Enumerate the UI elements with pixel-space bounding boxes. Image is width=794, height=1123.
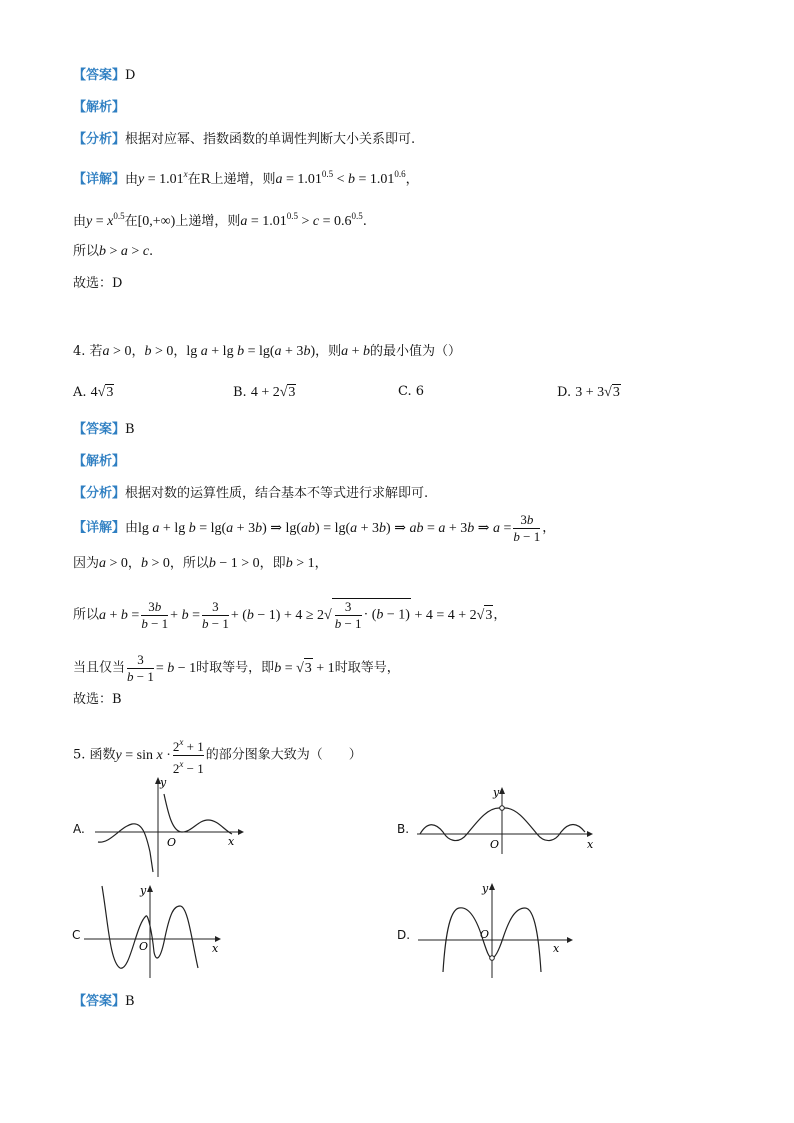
math-expr: b > a > c bbox=[99, 244, 150, 259]
svg-text:y: y bbox=[493, 786, 500, 799]
q4-answer: B bbox=[125, 422, 135, 437]
q3-detail-line1: 【详解】由$y = 1.01^x$在R上递增，则$a = 1.01^{0.5} < b = 1.01^{0.6}$， bbox=[73, 169, 419, 187]
q3-analysis-line bbox=[73, 98, 125, 118]
graph-d bbox=[415, 880, 580, 980]
svg-text:y: y bbox=[140, 884, 147, 897]
q4-option-b: B. 4 + 2√3 bbox=[233, 385, 296, 400]
q4-option-c: C. 6 bbox=[398, 384, 425, 399]
math-expr: [0,+∞) bbox=[137, 214, 176, 229]
fenxi-tag: 【分析】 bbox=[73, 132, 126, 147]
q4-fenxi-line: 【分析】根据对数的运算性质，结合基本不等式进行求解即可. bbox=[73, 486, 429, 501]
q3-answer-line bbox=[73, 66, 135, 86]
q4-option-a: A. 4√3 bbox=[73, 385, 114, 400]
detail-tag: 【详解】 bbox=[73, 172, 126, 187]
q5-answer: B bbox=[125, 994, 135, 1009]
q4-answer-line: 【答案】B bbox=[73, 422, 135, 437]
q3-choice: D bbox=[112, 276, 123, 291]
svg-text:x: x bbox=[587, 838, 594, 851]
q5-answer-line: 【答案】B bbox=[73, 994, 135, 1009]
q3-answer: D bbox=[125, 68, 136, 83]
svg-text:O: O bbox=[167, 836, 177, 849]
q3-fenxi-text: 根据对应幂、指数函数的单调性判断大小关系即可. bbox=[125, 132, 416, 147]
graph-b-label: B. bbox=[397, 822, 410, 836]
q4-detail-line3: 所以a + b = $\frac{3b}{b - 1}$ + b = $\frac{3}{b - 1}$ + (b − 1) + 4 ≥ 2√ $\frac{3}{b - 1}$ · (b − 1) + 4 = 4 + 2√3， bbox=[73, 599, 507, 631]
svg-text:x: x bbox=[553, 942, 560, 955]
graph-d-label: D. bbox=[397, 928, 411, 942]
math-expr: $y = x^{0.5}$ bbox=[86, 211, 125, 229]
svg-text:O: O bbox=[139, 940, 149, 953]
svg-text:x: x bbox=[212, 942, 219, 955]
svg-text:O: O bbox=[490, 838, 500, 851]
graph-b bbox=[415, 782, 600, 857]
math-expr: $a = 1.01^{0.5} < b = 1.01^{0.6}$ bbox=[275, 169, 406, 187]
q4-detail-line2: 因为a > 0，b > 0，所以b − 1 > 0，即b > 1， bbox=[73, 556, 328, 571]
q3-detail-line2: 由$y = x^{0.5}$在[0,+∞)上递增，则$a = 1.01^{0.5} > c = 0.6^{0.5}$. bbox=[73, 211, 367, 229]
q4-detail-line4: 当且仅当 $\frac{3}{b - 1}$ = b − 1时取等号，即b = √3 + 1时取等号， bbox=[73, 652, 400, 684]
q4-choice-line: 故选：B bbox=[73, 692, 122, 707]
analysis-tag: 【解析】 bbox=[73, 100, 126, 115]
graph-a bbox=[90, 772, 250, 882]
q4-stem: 4. 若a > 0，b > 0，lg a + lg b = lg(a + 3b)，则a + b的最小值为（） bbox=[73, 344, 462, 359]
svg-text:O: O bbox=[480, 928, 490, 941]
svg-text:y: y bbox=[160, 776, 167, 789]
q3-choice-line: 故选：D bbox=[73, 276, 123, 291]
q5-stem: 5. 函数y = sin x · $\frac{2^x + 1}{2^x - 1}$ 的部分图象大致为（ ） bbox=[73, 737, 362, 776]
svg-text:x: x bbox=[228, 835, 235, 848]
q4-detail-line1: 【详解】由lg a + lg b = lg(a + 3b) ⇒ lg(ab) = lg(a + 3b) ⇒ ab = a + 3b ⇒ a = $\frac{3b}{b - 1}$ ， bbox=[73, 512, 556, 544]
graph-a-label: A. bbox=[73, 822, 85, 836]
q3-detail-line3: 所以b > a > c. bbox=[73, 244, 154, 259]
math-expr: $a = 1.01^{0.5} > c = 0.6^{0.5}$ bbox=[240, 211, 363, 229]
q4-choice: B bbox=[112, 692, 122, 707]
q4-analysis-line: 【解析】 bbox=[73, 454, 126, 469]
q4-option-d: D. 3 + 3√3 bbox=[557, 385, 620, 400]
svg-text:y: y bbox=[482, 882, 489, 895]
graph-c-label: C bbox=[72, 928, 81, 942]
q3-fenxi-line bbox=[73, 130, 415, 150]
answer-tag: 【答案】 bbox=[73, 68, 126, 83]
math-expr: $y = 1.01^x$ bbox=[138, 169, 188, 187]
graph-c bbox=[80, 882, 230, 980]
